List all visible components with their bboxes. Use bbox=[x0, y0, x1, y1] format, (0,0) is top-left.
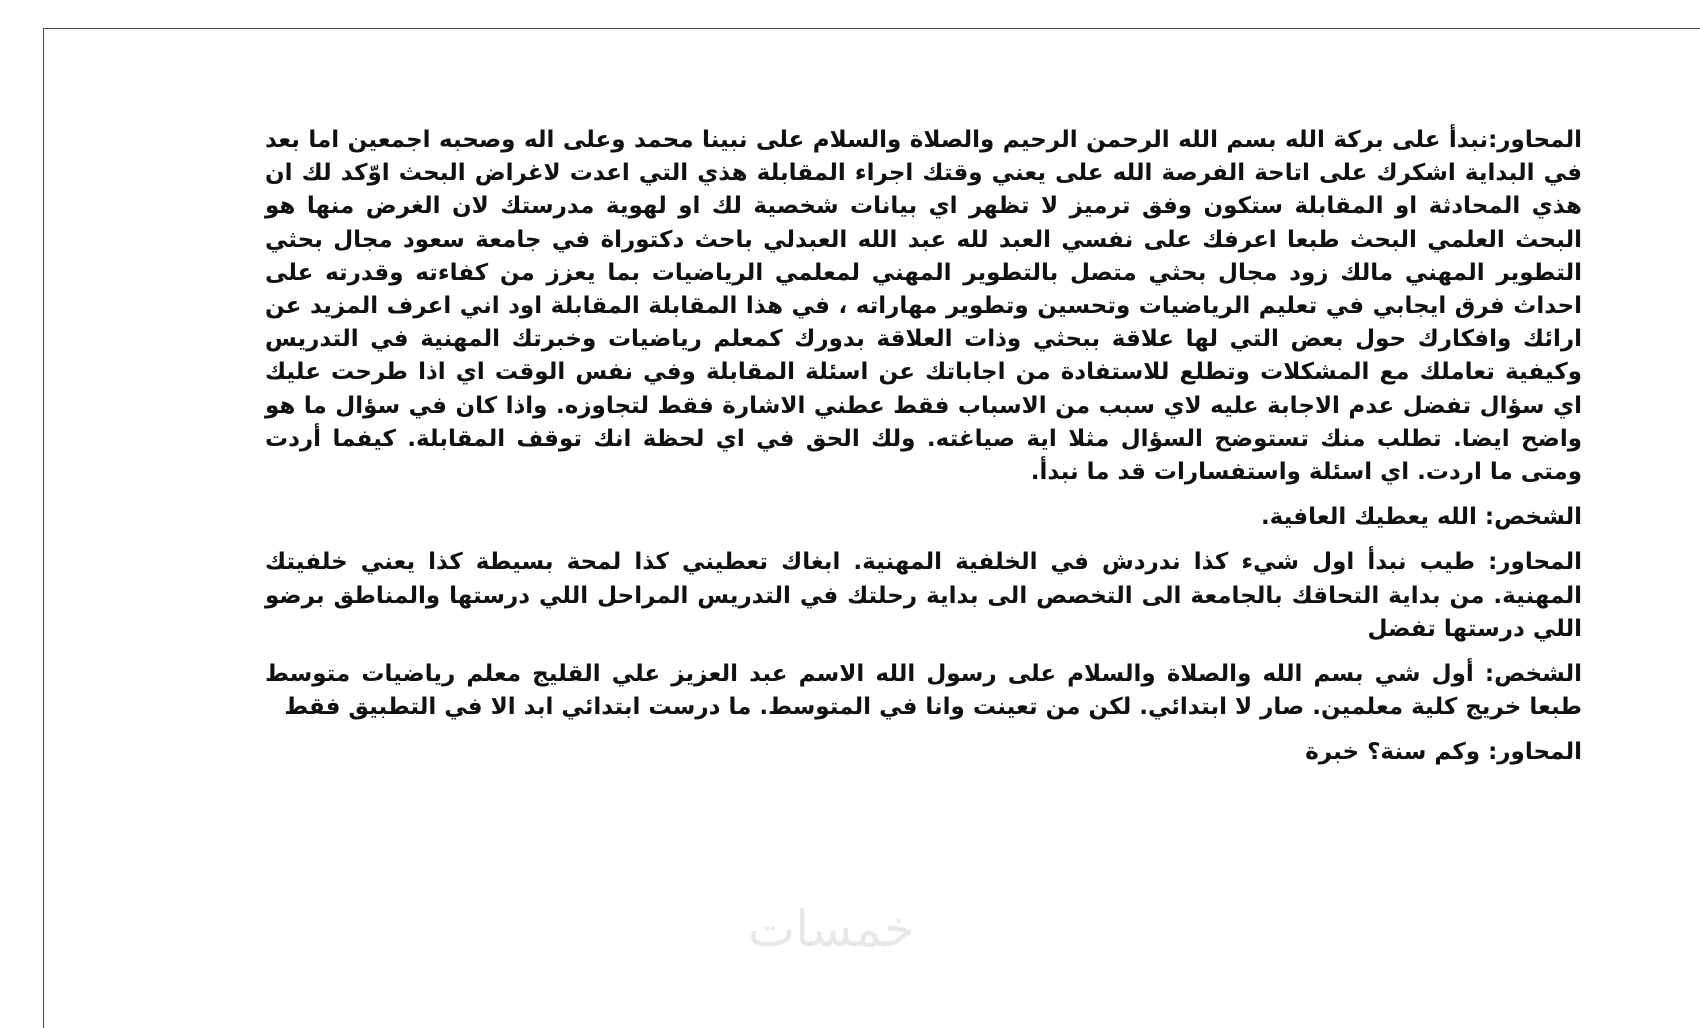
watermark-logo: خمسات bbox=[748, 900, 915, 958]
interviewer-question-paragraph: المحاور: طيب نبدأ اول شيء كذا ندردش في الخلفية المهنية. ابغاك تعطيني كذا لمحة بسيطة كذا يعني خلفيتك المهنية. من بداية التحاقك بالجامعة الى التخصص الى بداية رحلتك في التدريس المراحل اللي درستها والمناطق برضو اللي درستها تفضل bbox=[265, 549, 1582, 642]
interviewer-intro-paragraph: المحاور:نبدأ على بركة الله بسم الله الرحمن الرحيم والصلاة والسلام على نبينا محمد وعلى اله وصحبه اجمعين اما بعد في البداية اشكرك على اتاحة الفرصة الله على يعني وقتك اجراء المقابلة هذي التي اعدت لاغراض البحث اوّكد لك ان هذي المحادثة او المقابلة ستكون وفق ترميز لا تظهر اي بيانات شخصية لك او لهوية مدرستك لان الغرض منها هو البحث العلمي البحث طبعا اعرفك على نفسي العبد لله عبد الله العبدلي باحث دكتوراة في جامعة سعود مجال بحثي التطوير المهني مالك زود مجال بحثي متصل بالتطوير المهني لمعلمي الرياضيات بما يعزز من كفاءته وقدرته على احداث فرق ايجابي في تعليم الرياضيات وتحسين وتطوير مهاراته ، في هذا المقابلة المقابلة اود اني اعرف المزيد عن ارائك وافكارك حول بعض التي لها علاقة ببحثي وذات العلاقة بدورك كمعلم رياضيات وخبرتك المهنية في التدريس وكيفية تعاملك مع المشكلات وتطلع للاستفادة من اجاباتك عن اسئلة المقابلة وفي نفس الوقت اي اذا طرحت عليك اي سؤال تفضل عدم الاجابة عليه لاي سبب من الاسباب فقط عطني الاشارة فقط لتجاوزه. واذا كان في سؤال ما هو واضح ايضا. تطلب منك تستوضح السؤال مثلا اية صياغته. ولك الحق في اي لحظة انك توقف المقابلة. كيفما أردت ومتى ما اردت. اي اسئلة واستفسارات قد ما نبدأ. bbox=[265, 127, 1582, 486]
participant-reply-paragraph: الشخص: الله يعطيك العافية. bbox=[1260, 504, 1582, 531]
participant-background-paragraph: الشخص: أول شي بسم الله والصلاة والسلام على رسول الله الاسم عبد العزيز علي القليج معلم رياضيات متوسط طبعا خريج كلية معلمين. صار لا ابتدائي. لكن من تعينت وانا في المتوسط. ما درست ابتدائي ابد الا في التطبيق فقط bbox=[265, 661, 1582, 721]
interview-transcript bbox=[265, 124, 1582, 782]
interviewer-followup-paragraph: المحاور: وكم سنة؟ خبرة bbox=[1305, 739, 1582, 766]
